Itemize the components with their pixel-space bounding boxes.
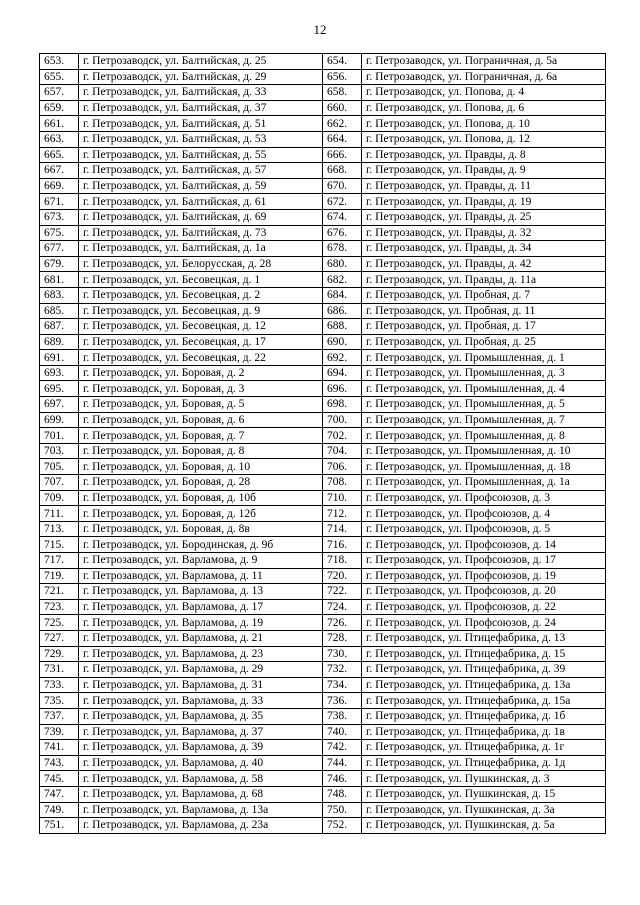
- entry-number: 706.: [323, 459, 362, 475]
- entry-number: 704.: [323, 443, 362, 459]
- table-row: [40, 755, 606, 771]
- table-row: [40, 802, 606, 818]
- entry-number: 711.: [40, 506, 79, 522]
- address-cell: г. Петрозаводск, ул. Пограничная, д. 5а: [362, 54, 606, 70]
- table-row: [40, 334, 606, 350]
- address-cell: г. Петрозаводск, ул. Балтийская, д. 57: [79, 163, 323, 179]
- address-cell: г. Петрозаводск, ул. Попова, д. 4: [362, 85, 606, 101]
- address-cell: г. Петрозаводск, ул. Бородинская, д. 9б: [79, 537, 323, 553]
- entry-number: 746.: [323, 771, 362, 787]
- entry-number: 692.: [323, 350, 362, 366]
- entry-number: 703.: [40, 443, 79, 459]
- entry-number: 680.: [323, 256, 362, 272]
- table-row: [40, 724, 606, 740]
- address-cell: г. Петрозаводск, ул. Промышленная, д. 7: [362, 412, 606, 428]
- address-cell: г. Петрозаводск, ул. Профсоюзов, д. 5: [362, 521, 606, 537]
- entry-number: 662.: [323, 116, 362, 132]
- entry-number: 691.: [40, 350, 79, 366]
- entry-number: 716.: [323, 537, 362, 553]
- entry-number: 722.: [323, 584, 362, 600]
- entry-number: 689.: [40, 334, 79, 350]
- entry-number: 747.: [40, 786, 79, 802]
- address-cell: г. Петрозаводск, ул. Правды, д. 11: [362, 178, 606, 194]
- address-table-body: [40, 54, 606, 834]
- entry-number: 683.: [40, 287, 79, 303]
- entry-number: 654.: [323, 54, 362, 70]
- table-row: [40, 100, 606, 116]
- address-cell: г. Петрозаводск, ул. Балтийская, д. 37: [79, 100, 323, 116]
- address-cell: г. Петрозаводск, ул. Белорусская, д. 28: [79, 256, 323, 272]
- entry-number: 737.: [40, 708, 79, 724]
- address-cell: г. Петрозаводск, ул. Пушкинская, д. 3а: [362, 802, 606, 818]
- entry-number: 726.: [323, 615, 362, 631]
- address-cell: г. Петрозаводск, ул. Балтийская, д. 1а: [79, 241, 323, 257]
- address-cell: г. Петрозаводск, ул. Правды, д. 19: [362, 194, 606, 210]
- address-cell: г. Петрозаводск, ул. Балтийская, д. 73: [79, 225, 323, 241]
- address-cell: г. Петрозаводск, ул. Варламова, д. 13а: [79, 802, 323, 818]
- entry-number: 710.: [323, 490, 362, 506]
- table-row: [40, 69, 606, 85]
- table-row: [40, 740, 606, 756]
- entry-number: 732.: [323, 662, 362, 678]
- address-cell: г. Петрозаводск, ул. Промышленная, д. 4: [362, 381, 606, 397]
- address-cell: г. Петрозаводск, ул. Правды, д. 34: [362, 241, 606, 257]
- table-row: [40, 319, 606, 335]
- entry-number: 697.: [40, 397, 79, 413]
- table-row: [40, 287, 606, 303]
- address-cell: г. Петрозаводск, ул. Варламова, д. 21: [79, 630, 323, 646]
- table-row: [40, 412, 606, 428]
- address-cell: г. Петрозаводск, ул. Пушкинская, д. 3: [362, 771, 606, 787]
- table-row: [40, 490, 606, 506]
- entry-number: 736.: [323, 693, 362, 709]
- address-cell: г. Петрозаводск, ул. Балтийская, д. 69: [79, 209, 323, 225]
- table-row: [40, 677, 606, 693]
- entry-number: 682.: [323, 272, 362, 288]
- address-cell: г. Петрозаводск, ул. Профсоюзов, д. 19: [362, 568, 606, 584]
- entry-number: 681.: [40, 272, 79, 288]
- entry-number: 673.: [40, 209, 79, 225]
- entry-number: 743.: [40, 755, 79, 771]
- entry-number: 728.: [323, 630, 362, 646]
- address-cell: г. Петрозаводск, ул. Птицефабрика, д. 1д: [362, 755, 606, 771]
- entry-number: 749.: [40, 802, 79, 818]
- table-row: [40, 475, 606, 491]
- address-cell: г. Петрозаводск, ул. Варламова, д. 23: [79, 646, 323, 662]
- address-table: [39, 53, 606, 834]
- table-row: [40, 708, 606, 724]
- table-row: [40, 537, 606, 553]
- table-row: [40, 771, 606, 787]
- table-row: [40, 131, 606, 147]
- address-cell: г. Петрозаводск, ул. Пушкинская, д. 5а: [362, 818, 606, 834]
- address-cell: г. Петрозаводск, ул. Промышленная, д. 18: [362, 459, 606, 475]
- address-cell: г. Петрозаводск, ул. Боровая, д. 10: [79, 459, 323, 475]
- entry-number: 712.: [323, 506, 362, 522]
- address-cell: г. Петрозаводск, ул. Пушкинская, д. 15: [362, 786, 606, 802]
- address-cell: г. Петрозаводск, ул. Балтийская, д. 29: [79, 69, 323, 85]
- entry-number: 666.: [323, 147, 362, 163]
- entry-number: 659.: [40, 100, 79, 116]
- entry-number: 672.: [323, 194, 362, 210]
- address-cell: г. Петрозаводск, ул. Варламова, д. 29: [79, 662, 323, 678]
- address-cell: г. Петрозаводск, ул. Попова, д. 10: [362, 116, 606, 132]
- address-cell: г. Петрозаводск, ул. Промышленная, д. 3: [362, 365, 606, 381]
- address-cell: г. Петрозаводск, ул. Промышленная, д. 1: [362, 350, 606, 366]
- entry-number: 657.: [40, 85, 79, 101]
- entry-number: 748.: [323, 786, 362, 802]
- entry-number: 739.: [40, 724, 79, 740]
- address-cell: г. Петрозаводск, ул. Пробная, д. 7: [362, 287, 606, 303]
- address-cell: г. Петрозаводск, ул. Правды, д. 11а: [362, 272, 606, 288]
- address-cell: г. Петрозаводск, ул. Профсоюзов, д. 4: [362, 506, 606, 522]
- address-cell: г. Петрозаводск, ул. Птицефабрика, д. 1г: [362, 740, 606, 756]
- address-cell: г. Петрозаводск, ул. Профсоюзов, д. 17: [362, 553, 606, 569]
- address-cell: г. Петрозаводск, ул. Варламова, д. 35: [79, 708, 323, 724]
- table-row: [40, 786, 606, 802]
- entry-number: 714.: [323, 521, 362, 537]
- table-row: [40, 818, 606, 834]
- address-cell: г. Петрозаводск, ул. Балтийская, д. 51: [79, 116, 323, 132]
- address-cell: г. Петрозаводск, ул. Боровая, д. 8в: [79, 521, 323, 537]
- entry-number: 719.: [40, 568, 79, 584]
- entry-number: 705.: [40, 459, 79, 475]
- address-cell: г. Петрозаводск, ул. Балтийская, д. 59: [79, 178, 323, 194]
- address-cell: г. Петрозаводск, ул. Пробная, д. 25: [362, 334, 606, 350]
- entry-number: 665.: [40, 147, 79, 163]
- address-cell: г. Петрозаводск, ул. Боровая, д. 8: [79, 443, 323, 459]
- table-row: [40, 693, 606, 709]
- address-cell: г. Петрозаводск, ул. Боровая, д. 6: [79, 412, 323, 428]
- entry-number: 721.: [40, 584, 79, 600]
- entry-number: 709.: [40, 490, 79, 506]
- entry-number: 738.: [323, 708, 362, 724]
- entry-number: 685.: [40, 303, 79, 319]
- address-cell: г. Петрозаводск, ул. Бесовецкая, д. 17: [79, 334, 323, 350]
- address-cell: г. Петрозаводск, ул. Птицефабрика, д. 39: [362, 662, 606, 678]
- table-row: [40, 365, 606, 381]
- entry-number: 702.: [323, 428, 362, 444]
- entry-number: 700.: [323, 412, 362, 428]
- table-row: [40, 615, 606, 631]
- entry-number: 671.: [40, 194, 79, 210]
- address-cell: г. Петрозаводск, ул. Птицефабрика, д. 15: [362, 646, 606, 662]
- table-row: [40, 568, 606, 584]
- entry-number: 750.: [323, 802, 362, 818]
- entry-number: 724.: [323, 599, 362, 615]
- address-cell: г. Петрозаводск, ул. Боровая, д. 28: [79, 475, 323, 491]
- address-cell: г. Петрозаводск, ул. Пробная, д. 17: [362, 319, 606, 335]
- table-row: [40, 194, 606, 210]
- address-cell: г. Петрозаводск, ул. Правды, д. 9: [362, 163, 606, 179]
- address-cell: г. Петрозаводск, ул. Варламова, д. 37: [79, 724, 323, 740]
- entry-number: 717.: [40, 553, 79, 569]
- address-cell: г. Петрозаводск, ул. Бесовецкая, д. 2: [79, 287, 323, 303]
- table-row: [40, 272, 606, 288]
- entry-number: 655.: [40, 69, 79, 85]
- address-cell: г. Петрозаводск, ул. Варламова, д. 39: [79, 740, 323, 756]
- address-cell: г. Петрозаводск, ул. Бесовецкая, д. 1: [79, 272, 323, 288]
- entry-number: 687.: [40, 319, 79, 335]
- entry-number: 698.: [323, 397, 362, 413]
- entry-number: 658.: [323, 85, 362, 101]
- entry-number: 690.: [323, 334, 362, 350]
- entry-number: 653.: [40, 54, 79, 70]
- address-cell: г. Петрозаводск, ул. Пробная, д. 11: [362, 303, 606, 319]
- address-cell: г. Петрозаводск, ул. Профсоюзов, д. 14: [362, 537, 606, 553]
- entry-number: 693.: [40, 365, 79, 381]
- entry-number: 663.: [40, 131, 79, 147]
- table-row: [40, 459, 606, 475]
- address-cell: г. Петрозаводск, ул. Птицефабрика, д. 13: [362, 630, 606, 646]
- address-cell: г. Петрозаводск, ул. Варламова, д. 58: [79, 771, 323, 787]
- entry-number: 670.: [323, 178, 362, 194]
- address-cell: г. Петрозаводск, ул. Бесовецкая, д. 12: [79, 319, 323, 335]
- entry-number: 707.: [40, 475, 79, 491]
- table-row: [40, 147, 606, 163]
- entry-number: 676.: [323, 225, 362, 241]
- entry-number: 677.: [40, 241, 79, 257]
- table-row: [40, 116, 606, 132]
- table-row: [40, 599, 606, 615]
- address-cell: г. Петрозаводск, ул. Правды, д. 42: [362, 256, 606, 272]
- entry-number: 727.: [40, 630, 79, 646]
- entry-number: 688.: [323, 319, 362, 335]
- entry-number: 720.: [323, 568, 362, 584]
- table-row: [40, 303, 606, 319]
- entry-number: 701.: [40, 428, 79, 444]
- address-cell: г. Петрозаводск, ул. Бесовецкая, д. 9: [79, 303, 323, 319]
- entry-number: 684.: [323, 287, 362, 303]
- table-row: [40, 209, 606, 225]
- address-cell: г. Петрозаводск, ул. Правды, д. 32: [362, 225, 606, 241]
- entry-number: 661.: [40, 116, 79, 132]
- entry-number: 675.: [40, 225, 79, 241]
- address-cell: г. Петрозаводск, ул. Промышленная, д. 8: [362, 428, 606, 444]
- address-cell: г. Петрозаводск, ул. Профсоюзов, д. 24: [362, 615, 606, 631]
- address-cell: г. Петрозаводск, ул. Попова, д. 6: [362, 100, 606, 116]
- entry-number: 696.: [323, 381, 362, 397]
- table-row: [40, 553, 606, 569]
- table-row: [40, 163, 606, 179]
- address-cell: г. Петрозаводск, ул. Балтийская, д. 33: [79, 85, 323, 101]
- entry-number: 752.: [323, 818, 362, 834]
- address-cell: г. Петрозаводск, ул. Балтийская, д. 55: [79, 147, 323, 163]
- entry-number: 718.: [323, 553, 362, 569]
- address-cell: г. Петрозаводск, ул. Промышленная, д. 5: [362, 397, 606, 413]
- address-cell: г. Петрозаводск, ул. Птицефабрика, д. 13а: [362, 677, 606, 693]
- entry-number: 686.: [323, 303, 362, 319]
- entry-number: 699.: [40, 412, 79, 428]
- address-cell: г. Петрозаводск, ул. Профсоюзов, д. 22: [362, 599, 606, 615]
- address-cell: г. Петрозаводск, ул. Варламова, д. 19: [79, 615, 323, 631]
- entry-number: 679.: [40, 256, 79, 272]
- entry-number: 660.: [323, 100, 362, 116]
- table-row: [40, 428, 606, 444]
- table-row: [40, 381, 606, 397]
- address-cell: г. Петрозаводск, ул. Варламова, д. 40: [79, 755, 323, 771]
- table-row: [40, 225, 606, 241]
- address-cell: г. Петрозаводск, ул. Птицефабрика, д. 1в: [362, 724, 606, 740]
- page-number: 12: [313, 22, 327, 37]
- address-cell: г. Петрозаводск, ул. Пограничная, д. 6а: [362, 69, 606, 85]
- entry-number: 731.: [40, 662, 79, 678]
- entry-number: 667.: [40, 163, 79, 179]
- entry-number: 745.: [40, 771, 79, 787]
- address-cell: г. Петрозаводск, ул. Балтийская, д. 53: [79, 131, 323, 147]
- address-cell: г. Петрозаводск, ул. Боровая, д. 12б: [79, 506, 323, 522]
- address-cell: г. Петрозаводск, ул. Варламова, д. 33: [79, 693, 323, 709]
- table-row: [40, 630, 606, 646]
- entry-number: 742.: [323, 740, 362, 756]
- address-cell: г. Петрозаводск, ул. Варламова, д. 11: [79, 568, 323, 584]
- table-row: [40, 584, 606, 600]
- entry-number: 694.: [323, 365, 362, 381]
- address-cell: г. Петрозаводск, ул. Профсоюзов, д. 20: [362, 584, 606, 600]
- address-cell: г. Петрозаводск, ул. Варламова, д. 23а: [79, 818, 323, 834]
- entry-number: 735.: [40, 693, 79, 709]
- address-cell: г. Петрозаводск, ул. Промышленная, д. 1а: [362, 475, 606, 491]
- address-cell: г. Петрозаводск, ул. Правды, д. 8: [362, 147, 606, 163]
- address-cell: г. Петрозаводск, ул. Боровая, д. 10б: [79, 490, 323, 506]
- table-row: [40, 443, 606, 459]
- table-row: [40, 506, 606, 522]
- entry-number: 713.: [40, 521, 79, 537]
- entry-number: 695.: [40, 381, 79, 397]
- entry-number: 674.: [323, 209, 362, 225]
- address-cell: г. Петрозаводск, ул. Варламова, д. 31: [79, 677, 323, 693]
- entry-number: 730.: [323, 646, 362, 662]
- address-cell: г. Петрозаводск, ул. Попова, д. 12: [362, 131, 606, 147]
- entry-number: 664.: [323, 131, 362, 147]
- table-row: [40, 646, 606, 662]
- address-cell: г. Петрозаводск, ул. Балтийская, д. 25: [79, 54, 323, 70]
- table-row: [40, 662, 606, 678]
- address-cell: г. Петрозаводск, ул. Птицефабрика, д. 1б: [362, 708, 606, 724]
- entry-number: 723.: [40, 599, 79, 615]
- address-cell: г. Петрозаводск, ул. Боровая, д. 5: [79, 397, 323, 413]
- address-cell: г. Петрозаводск, ул. Боровая, д. 7: [79, 428, 323, 444]
- table-row: [40, 350, 606, 366]
- entry-number: 708.: [323, 475, 362, 491]
- entry-number: 669.: [40, 178, 79, 194]
- entry-number: 734.: [323, 677, 362, 693]
- address-cell: г. Петрозаводск, ул. Бесовецкая, д. 22: [79, 350, 323, 366]
- address-cell: г. Петрозаводск, ул. Боровая, д. 2: [79, 365, 323, 381]
- address-cell: г. Петрозаводск, ул. Птицефабрика, д. 15а: [362, 693, 606, 709]
- address-cell: г. Петрозаводск, ул. Правды, д. 25: [362, 209, 606, 225]
- address-cell: г. Петрозаводск, ул. Варламова, д. 9: [79, 553, 323, 569]
- address-cell: г. Петрозаводск, ул. Варламова, д. 17: [79, 599, 323, 615]
- table-row: [40, 241, 606, 257]
- address-cell: г. Петрозаводск, ул. Боровая, д. 3: [79, 381, 323, 397]
- address-cell: г. Петрозаводск, ул. Промышленная, д. 10: [362, 443, 606, 459]
- entry-number: 715.: [40, 537, 79, 553]
- address-cell: г. Петрозаводск, ул. Варламова, д. 68: [79, 786, 323, 802]
- address-cell: г. Петрозаводск, ул. Варламова, д. 13: [79, 584, 323, 600]
- entry-number: 741.: [40, 740, 79, 756]
- table-row: [40, 521, 606, 537]
- entry-number: 656.: [323, 69, 362, 85]
- entry-number: 725.: [40, 615, 79, 631]
- table-row: [40, 256, 606, 272]
- entry-number: 733.: [40, 677, 79, 693]
- entry-number: 668.: [323, 163, 362, 179]
- entry-number: 744.: [323, 755, 362, 771]
- entry-number: 740.: [323, 724, 362, 740]
- table-row: [40, 178, 606, 194]
- entry-number: 678.: [323, 241, 362, 257]
- entry-number: 751.: [40, 818, 79, 834]
- table-row: [40, 397, 606, 413]
- table-row: [40, 85, 606, 101]
- address-cell: г. Петрозаводск, ул. Профсоюзов, д. 3: [362, 490, 606, 506]
- entry-number: 729.: [40, 646, 79, 662]
- address-cell: г. Петрозаводск, ул. Балтийская, д. 61: [79, 194, 323, 210]
- table-row: [40, 54, 606, 70]
